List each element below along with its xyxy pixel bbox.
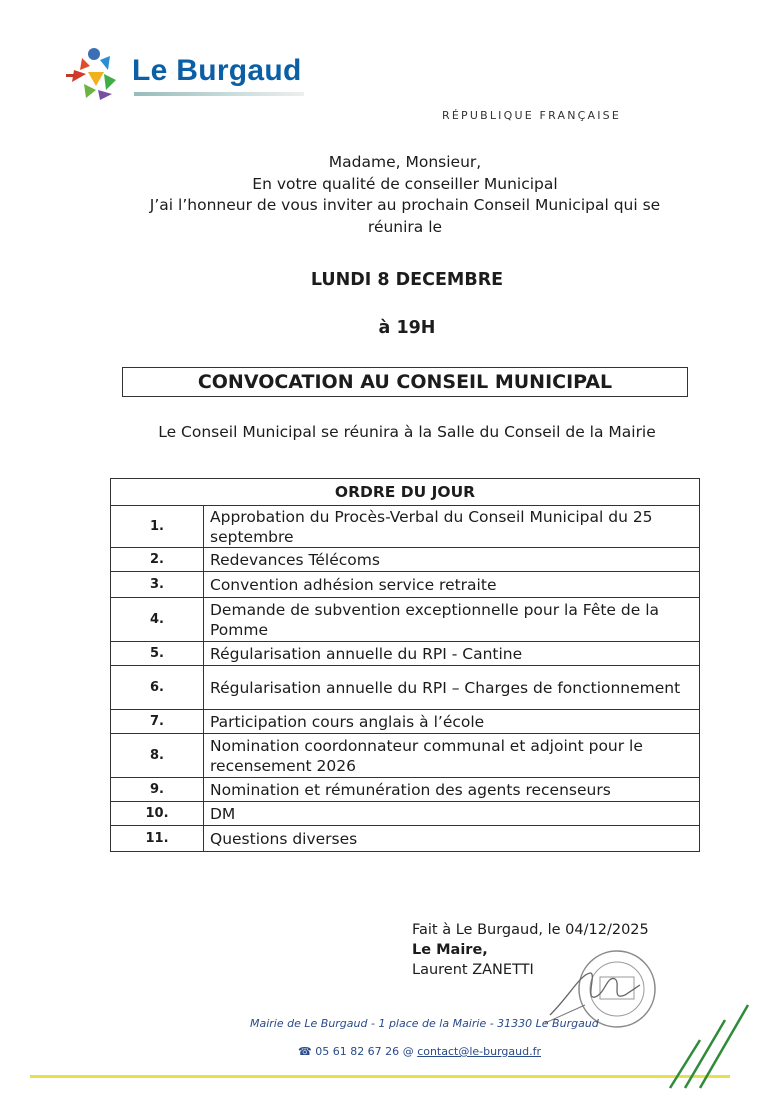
agenda-item-number: 5. [111, 642, 204, 666]
footer-contact [298, 1045, 541, 1058]
table-row [111, 710, 700, 734]
footer-email-link[interactable]: contact@le-burgaud.fr [417, 1045, 541, 1058]
agenda-item-text: Participation cours anglais à l’école [204, 710, 700, 734]
agenda-item-text: Questions diverses [204, 826, 700, 852]
agenda-item-number: 3. [111, 572, 204, 598]
agenda-item-text: DM [204, 802, 700, 826]
agenda-item-number: 7. [111, 710, 204, 734]
agenda-item-number: 4. [111, 598, 204, 642]
agenda-item-text: Convention adhésion service retraite [204, 572, 700, 598]
footer-phone: 05 61 82 67 26 [315, 1045, 400, 1058]
table-row [111, 802, 700, 826]
phone-icon: ☎ [298, 1045, 312, 1058]
agenda-item-text: Redevances Télécoms [204, 548, 700, 572]
agenda-item-text: Régularisation annuelle du RPI – Charges de fonctionnement [204, 666, 700, 710]
agenda-item-text: Régularisation annuelle du RPI - Cantine [204, 642, 700, 666]
agenda-item-text: Nomination coordonnateur communal et adjoint pour le recensement 2026 [204, 734, 700, 778]
agenda-item-number: 8. [111, 734, 204, 778]
agenda-item-number: 10. [111, 802, 204, 826]
table-row [111, 506, 700, 548]
agenda-item-number: 2. [111, 548, 204, 572]
intro-line: réunira le [367, 217, 443, 236]
table-row [111, 598, 700, 642]
agenda-header: ORDRE DU JOUR [111, 479, 700, 506]
decorative-stripes-icon [660, 1000, 760, 1090]
meeting-location: Le Conseil Municipal se réunira à la Salle du Conseil de la Mairie [158, 423, 656, 441]
intro-line: J’ai l’honneur de vous inviter au prochain Conseil Municipal qui se [149, 196, 661, 214]
logo-tagline-bar [134, 92, 304, 96]
at-icon: @ [402, 1045, 414, 1058]
agenda-item-number: 11. [111, 826, 204, 852]
agenda-item-number: 1. [111, 506, 204, 548]
agenda-item-text: Approbation du Procès-Verbal du Conseil Municipal du 25 septembre [204, 506, 700, 548]
table-row [111, 778, 700, 802]
table-row [111, 826, 700, 852]
agenda-item-number: 9. [111, 778, 204, 802]
intro-line: Madame, Monsieur, [328, 153, 482, 171]
agenda-item-text: Nomination et rémunération des agents recenseurs [204, 778, 700, 802]
place-date: Fait à Le Burgaud, le 04/12/2025 [412, 922, 649, 938]
footer-address: Mairie de Le Burgaud - 1 place de la Mairie - 31330 Le Burgaud [250, 1017, 599, 1030]
meeting-time: à 19H [378, 318, 436, 338]
republic-heading: RÉPUBLIQUE FRANÇAISE [442, 109, 622, 122]
municipality-logo [60, 44, 320, 104]
table-row [111, 642, 700, 666]
footer-divider [30, 1075, 730, 1078]
mayor-name: Laurent ZANETTI [412, 962, 534, 978]
mayor-title: Le Maire, [412, 942, 488, 958]
agenda-table [110, 478, 700, 852]
logo-text: Le Burgaud [132, 54, 302, 87]
agenda-item-number: 6. [111, 666, 204, 710]
logo-emblem-icon [60, 44, 130, 104]
meeting-date: LUNDI 8 DECEMBRE [310, 270, 504, 290]
intro-line: En votre qualité de conseiller Municipal [252, 174, 558, 193]
intro-paragraph [110, 152, 700, 238]
convocation-title: CONVOCATION AU CONSEIL MUNICIPAL [122, 367, 688, 397]
table-row [111, 572, 700, 598]
table-row [111, 734, 700, 778]
agenda-item-text: Demande de subvention exceptionnelle pour la Fête de la Pomme [204, 598, 700, 642]
official-stamp-icon [545, 945, 660, 1045]
table-row [111, 548, 700, 572]
table-row [111, 666, 700, 710]
